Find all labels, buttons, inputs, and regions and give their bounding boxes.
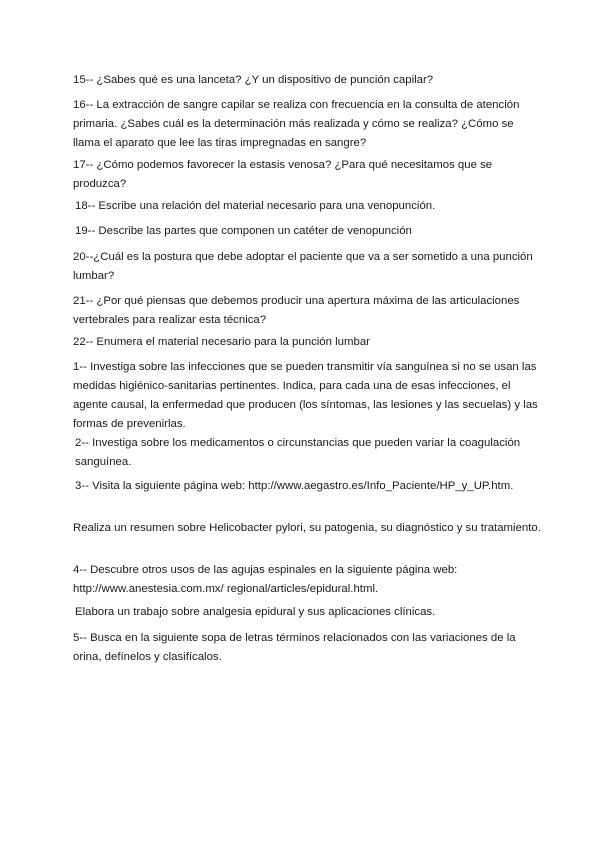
- question-17: 17-- ¿Cómo podemos favorecer la estasis venosa? ¿Para qué necesitamos que se produzca?: [73, 159, 493, 190]
- question-18: 18-- Escribe una relación del material necesario para una venopunción.: [75, 200, 436, 212]
- activity-3-task: Realiza un resumen sobre Helicobacter pylori, su patogenia, su diagnóstico y su tratamiento.: [73, 522, 541, 534]
- question-20: 20--¿Cuál es la postura que debe adoptar el paciente que va a ser sometido a una punción lumbar?: [73, 251, 533, 282]
- question-16: 16-- La extracción de sangre capilar se realiza con frecuencia en la consulta de atención primaria. ¿Sabes cuál es la determinación más realizada y cómo se realiza? ¿Cómo se llama el aparato que lee las tiras impregnadas en sangre?: [73, 99, 520, 149]
- question-22: 22-- Enumera el material necesario para la punción lumbar: [73, 336, 370, 348]
- activity-2: 2-- Investiga sobre los medicamentos o circunstancias que pueden variar la coagulación sanguínea.: [75, 437, 521, 468]
- activity-4: 4-- Descubre otros usos de las agujas espinales en la siguiente página web: http://www.anestesia.com.mx/ regional/articles/epidural.html.: [73, 564, 458, 595]
- activity-3: 3-- Visita la siguiente página web: http://www.aegastro.es/Info_Paciente/HP_y_UP.htm.: [75, 480, 514, 492]
- activity-5: 5-- Busca en la siguiente sopa de letras términos relacionados con las variaciones de la orina, defínelos y clasifícalos.: [73, 632, 516, 663]
- activity-4-task: Elabora un trabajo sobre analgesia epidural y sus aplicaciones clínicas.: [75, 606, 436, 618]
- question-21: 21-- ¿Por qué piensas que debemos producir una apertura máxima de las articulaciones vertebrales para realizar esta técnica?: [73, 295, 520, 326]
- activity-1: 1-- Investiga sobre las infecciones que se pueden transmitir vía sanguínea si no se usan las medidas higiénico-sanitarias pertinentes. Indica, para cada una de esas infecciones, el agente causal, la enfermedad que producen (los síntomas, las lesiones y las secuelas) y las formas de prevenirlas.: [73, 361, 538, 430]
- question-19: 19-- Describe las partes que componen un catéter de venopunción: [75, 225, 412, 237]
- question-15: 15-- ¿Sabes qué es una lanceta? ¿Y un dispositivo de punción capilar?: [73, 74, 434, 86]
